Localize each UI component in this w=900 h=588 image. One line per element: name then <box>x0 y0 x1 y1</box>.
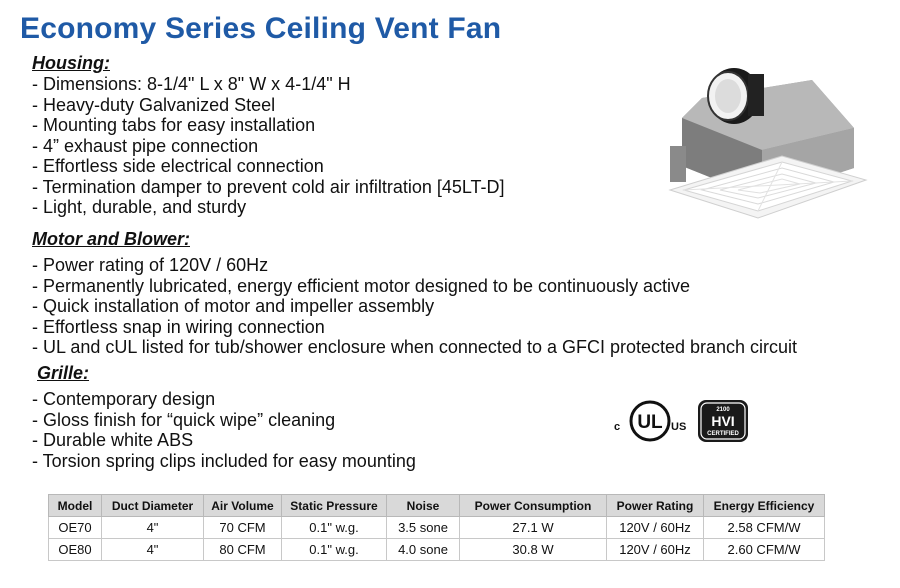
hvi-certified-logo <box>696 398 750 444</box>
list-item: - Gloss finish for “quick wipe” cleaning <box>32 409 336 430</box>
hvi-top-text: 2100 <box>716 407 730 413</box>
table-cell: 3.5 sone <box>387 517 460 539</box>
list-item: - Durable white ABS <box>32 430 194 450</box>
fan-product-image <box>662 58 872 220</box>
list-item: - UL and cUL listed for tub/shower enclosure when connected to a GFCI protected branch circuit <box>32 337 798 357</box>
column-header: Energy Efficiency <box>704 495 825 517</box>
column-header: Duct Diameter <box>102 495 204 517</box>
list-item: - Effortless side electrical connection <box>32 156 324 176</box>
hvi-logo-mark <box>696 398 750 444</box>
list-item: - Termination damper to prevent cold air infiltration [45LT-D] <box>32 176 505 197</box>
list-item: - Light, durable, and sturdy <box>32 197 247 217</box>
table-cell: 0.1" w.g. <box>282 539 387 561</box>
table-cell: 27.1 W <box>460 517 607 539</box>
column-header: Model <box>49 495 102 517</box>
list-item: - Heavy-duty Galvanized Steel <box>32 94 276 115</box>
ul-c-text: c <box>614 421 621 433</box>
motor-section: Motor and Blower: - Power rating of 120V / 60Hz - Permanently lubricated, energy efficient motor designed to be continuously active - Quick installation of motor and impeller assembly - Effortless snap in wiring connection - UL and cUL listed for tub/shower enclosure when connected to a GFCI protected branch circuit <box>32 229 798 357</box>
column-header: Power Rating <box>607 495 704 517</box>
motor-list <box>32 255 797 358</box>
list-item: - Dimensions: 8-1/4" L x 8" W x 4-1/4" H <box>32 74 351 94</box>
column-header: Noise <box>387 495 460 517</box>
table-row <box>49 539 825 561</box>
grille-section: Grille: - Contemporary design - Gloss finish for “quick wipe” cleaning - Durable white ABS - Torsion spring clips included for easy mounting <box>32 363 416 471</box>
list-item: - Mounting tabs for easy installation <box>32 115 316 135</box>
list-item: - Effortless snap in wiring connection <box>32 316 325 337</box>
list-item: - Torsion spring clips included for easy mounting <box>32 450 416 471</box>
list-item: - Power rating of 120V / 60Hz <box>32 255 269 275</box>
column-header: Static Pressure <box>282 495 387 517</box>
table-cell: 2.60 CFM/W <box>704 539 825 561</box>
table-row <box>49 517 825 539</box>
table-cell: 70 CFM <box>204 517 282 539</box>
table-cell: 4" <box>102 517 204 539</box>
ul-logo-mark <box>611 400 689 444</box>
housing-heading: Housing <box>32 53 104 73</box>
table-cell: 120V / 60Hz <box>607 517 704 539</box>
page-title: Economy Series Ceiling Vent Fan <box>20 12 502 45</box>
list-item: - Quick installation of motor and impeller assembly <box>32 296 435 316</box>
table-cell: 0.1" w.g. <box>282 517 387 539</box>
list-item: - 4” exhaust pipe connection <box>32 135 259 156</box>
grille-heading: Grille <box>37 363 84 383</box>
table-cell: 4.0 sone <box>387 539 460 561</box>
hvi-mark-text: HVI <box>711 413 735 429</box>
motor-heading: Motor and Blower <box>32 229 184 249</box>
table-cell: 2.58 CFM/W <box>704 517 825 539</box>
grille-list <box>32 389 416 471</box>
ul-us-text: US <box>671 421 687 433</box>
column-header: Air Volume <box>204 495 282 517</box>
table-header-row <box>49 495 825 517</box>
list-item: - Contemporary design <box>32 389 216 409</box>
table-cell: 4" <box>102 539 204 561</box>
housing-list <box>32 74 505 218</box>
table-cell: 30.8 W <box>460 539 607 561</box>
list-item: - Permanently lubricated, energy efficient motor designed to be continuously active <box>32 275 691 296</box>
housing-section: Housing: - Dimensions: 8-1/4" L x 8" W x 4-1/4" H - Heavy-duty Galvanized Steel - Mounting tabs for easy installation - 4” exhaust pipe connection - Effortless side electrical connection - Termination damper to prevent cold air infiltration [45LT-D] - Light, durable, and sturdy <box>32 53 505 217</box>
table-cell: OE80 <box>49 539 102 561</box>
spec-table <box>48 494 825 561</box>
table-cell: OE70 <box>49 517 102 539</box>
hvi-bottom-text: CERTIFIED <box>707 431 739 437</box>
column-header: Power Consumption <box>460 495 607 517</box>
ul-listed-logo <box>611 400 689 444</box>
table-cell: 80 CFM <box>204 539 282 561</box>
table-cell: 120V / 60Hz <box>607 539 704 561</box>
ul-mark-text: UL <box>637 412 663 433</box>
